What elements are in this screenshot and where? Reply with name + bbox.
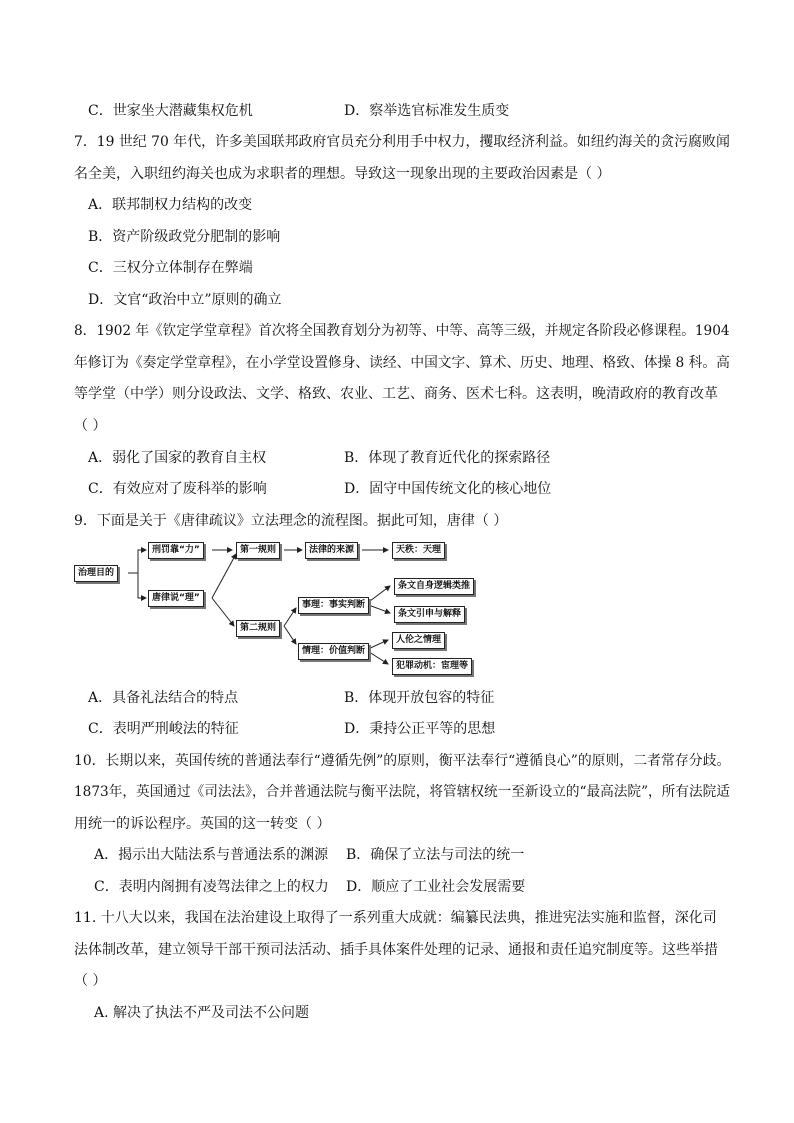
- q8-stem-line-3: 等学堂（中学）则分设政法、文学、格致、农业、工艺、商务、医术七科。这表明，晚清政府的教育改革: [74, 386, 718, 402]
- q8-option-d: D．固守中国传统文化的核心地位: [344, 481, 552, 497]
- q7-option-a: A．联邦制权力结构的改变: [88, 197, 253, 213]
- node-emotion: 情理：价值判断: [298, 643, 369, 660]
- q11-stem-line-3: （ ）: [74, 973, 107, 989]
- node-source: 法律的来源: [305, 542, 358, 559]
- q9-option-a: A．具备礼法结合的特点: [88, 690, 239, 706]
- q8-stem-line-1: 8．1902 年《钦定学堂章程》首次将全国教育划分为初等、中等、高等三级，并规定各阶段必修课程。1904: [74, 323, 730, 339]
- node-fact: 事理：事实判断: [298, 597, 369, 614]
- q7-stem-line-2: 名全美，入职纽约海关也成为求职者的理想。导致这一现象出现的主要政治因素是（ ）: [74, 166, 611, 182]
- node-motive: 犯罪动机：宦理等: [392, 658, 472, 675]
- node-rule1: 第一规则: [236, 542, 280, 559]
- q9-stem: 9．下面是关于《唐律疏议》立法理念的流程图。据此可知，唐律（ ）: [74, 513, 508, 529]
- node-root: 治理目的: [74, 565, 118, 582]
- q10-stem-line-3: 用统一的诉讼程序。英国的这一转变（ ）: [74, 816, 331, 832]
- tanglv-flowchart: [74, 540, 484, 678]
- q7-option-c: C．三权分立体制存在弊端: [88, 260, 253, 276]
- q9-option-d: D．秉持公正平等的思想: [344, 721, 496, 737]
- q11-stem-line-2: 法体制改革，建立领导干部干预司法活动、插手具体案件处理的记录、通报和责任追究制度等。这些举措: [74, 942, 718, 958]
- q10-option-d: D．顺应了工业社会发展需要: [346, 879, 526, 895]
- q10-option-a: A．揭示出大陆法系与普通法系的渊源: [94, 847, 329, 863]
- node-cite: 条文引申与解释: [394, 606, 465, 623]
- q9-option-c: C．表明严刑峻法的特征: [88, 721, 239, 737]
- q7-stem-line-1: 7．19 世纪 70 年代，许多美国联邦政府官员充分利用手中权力，攫取经济利益。如纽约海关的贪污腐败闻: [74, 134, 730, 150]
- node-reason: 唐律说“理”: [148, 590, 204, 607]
- q7-option-d: D．文官“政治中立”原则的确立: [88, 292, 282, 308]
- q7-option-b: B．资产阶级政党分肥制的影响: [88, 229, 281, 245]
- q6-option-c: C．世家坐大潜藏集权危机: [88, 103, 253, 119]
- node-heaven: 天秩：天理: [392, 542, 445, 559]
- q8-option-a: A．弱化了国家的教育自主权: [88, 450, 267, 466]
- q9-option-b: B．体现开放包容的特征: [344, 690, 495, 706]
- q11-stem-line-1: 11. 十八大以来，我国在法治建设上取得了一系列重大成就：编纂民法典，推进宪法实施和监督，深化司: [74, 910, 717, 926]
- q10-stem-line-2: 1873年，英国通过《司法法》，合并普通法院与衡平法院，将管辖权统一至新设立的“最高法院”，所有法院适: [74, 784, 730, 800]
- q8-stem-line-2: 年修订为《奏定学堂章程》，在小学堂设置修身、读经、中国文字、算术、历史、地理、格致、体操 8 科。高: [74, 355, 730, 371]
- node-logic: 条文自身逻辑类推: [394, 578, 474, 595]
- q10-option-b: B．确保了立法与司法的统一: [346, 847, 525, 863]
- q10-stem-line-1: 10．长期以来，英国传统的普通法奉行“遵循先例”的原则，衡平法奉行“遵循良心”的原则，二者常存分歧。: [74, 753, 731, 769]
- q8-stem-line-4: （ ）: [74, 418, 107, 434]
- q8-option-c: C．有效应对了废科举的影响: [88, 481, 267, 497]
- q8-option-b: B．体现了教育近代化的探索路径: [344, 450, 551, 466]
- q10-option-c: C．表明内阁拥有凌驾法律之上的权力: [94, 879, 329, 895]
- node-rule2: 第二规则: [236, 620, 280, 637]
- node-ethics: 人伦之情理: [392, 632, 445, 649]
- q6-option-d: D．察举选官标准发生质变: [344, 103, 510, 119]
- q11-option-a: A. 解决了执法不严及司法不公问题: [94, 1005, 310, 1021]
- node-force: 刑罚靠“力”: [148, 542, 204, 559]
